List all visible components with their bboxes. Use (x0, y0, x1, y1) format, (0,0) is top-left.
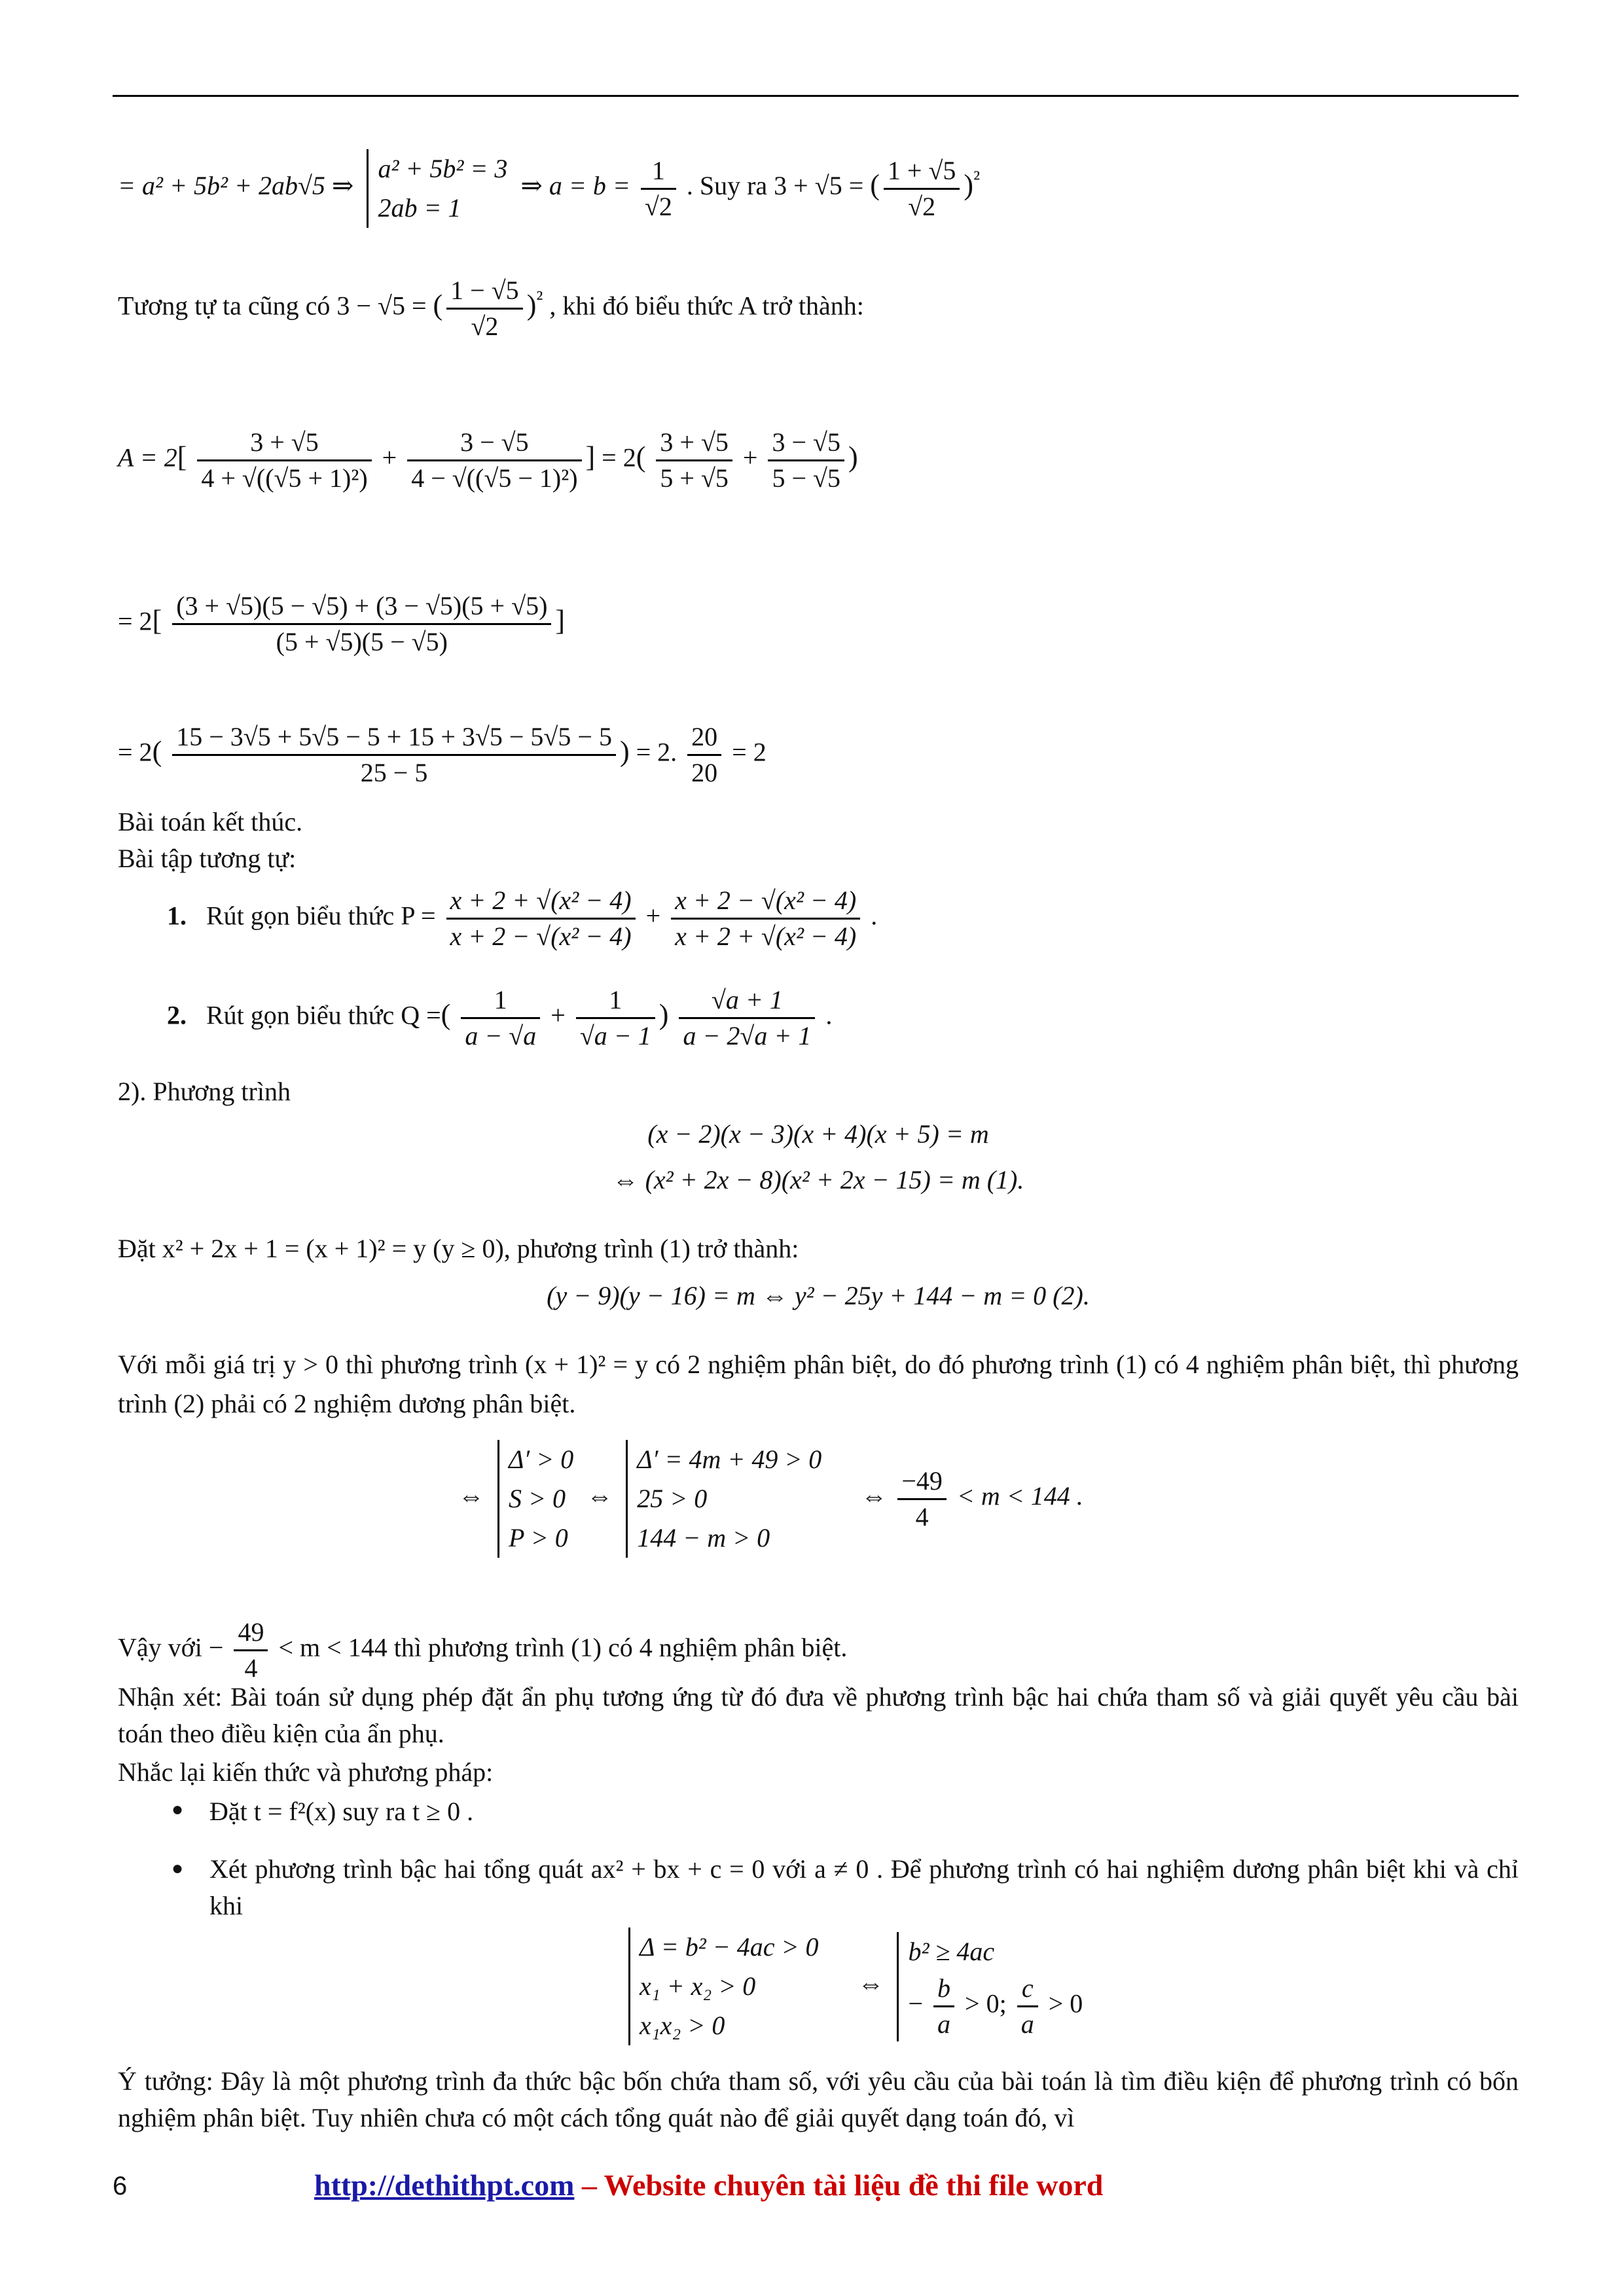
eq1-mid: ⇒ a = b = (520, 171, 630, 201)
fraction-c-a: $\frac{c}{a}$ (1017, 1971, 1038, 2041)
fraction-Q1: $\frac{1}{a - √a}$ (461, 983, 540, 1053)
bullet-2: Xét phương trình bậc hai tổng quát ax² + bx + c = 0 với a ≠ 0 . Để phương trình có hai nghiệm dương phân biệt khi và chỉ khi (209, 1854, 1519, 1920)
equation-A: A = 2[ $\frac{3 + √5}{\text{4 + √((√5 + 1)²)}}$ + $\frac{3 - √5}{\text{4 − √((√5 − 1)²)}}$ ] = 2( $\frac{3 + √5}{5 + √5}$ + $\frac{3 - √5}{5 - √5}$ ) (118, 425, 1519, 495)
fraction-square-plus: $\frac{1 + √5}{√2}$ (884, 154, 960, 224)
exercise-number: 1. (167, 901, 187, 931)
fraction-A2: $\frac{3 - √5}{\text{4 − √((√5 − 1)²)}}$ (407, 425, 581, 495)
exercise-number: 2. (167, 1000, 187, 1030)
fraction-b-a: $\frac{b}{a}$ (933, 1971, 954, 2041)
exercise-1: 1. Rút gọn biểu thức P = $\frac{\text{x + 2 + √(x² − 4)}}{\text{x + 2 − √(x² − 4)}}$ + $\frac{\text{x + 2 − √(x² − 4)}}{\text{x + 2 + √(x² − 4)}}$ . (167, 884, 1568, 954)
bullet-dot-icon: ● (171, 1799, 184, 1820)
equation-pt3: (y − 9)(y − 16) = m ⇔ y² − 25y + 144 − m = 0 (2). (547, 1281, 1090, 1310)
condition-system: ⇔ Δ′ > 0 S > 0 P > 0 ⇔ Δ′ = 4m + 49 > 0 25 > 0 144 − m > 0 ⇔ $\frac{-49}{4}$ < m < 144 . (458, 1440, 1375, 1558)
problem-end-text: Bài toán kết thúc. (118, 807, 303, 836)
fraction-P1: $\frac{\text{x + 2 + √(x² − 4)}}{\text{x + 2 − √(x² − 4)}}$ (446, 884, 636, 954)
fraction-square-minus: $\frac{1 - √5}{√2}$ (446, 274, 523, 344)
substitution-line: Đặt x² + 2x + 1 = (x + 1)² = y (y ≥ 0), phương trình (1) trở thành: (118, 1234, 799, 1263)
remark-paragraph: Nhận xét: Bài toán sử dụng phép đặt ẩn phụ tương ứng từ đó đưa về phương trình bậc hai chứa tham số và giải quyết yêu cầu bài toán theo điều kiện của ẩn phụ. (118, 1682, 1519, 1748)
section-2-heading: 2). Phương trình (118, 1077, 291, 1106)
eq1-post: . Suy ra 3 + √5 = (686, 171, 864, 201)
footer-banner (314, 2168, 1103, 2202)
eq2-post: , khi đó biểu thức A trở thành: (549, 291, 864, 321)
header-rule (113, 95, 1519, 97)
fraction-C: $\frac{15 - 3√5 + 5√5 - 5 + 15 + 3√5 - 5√5 - 5}{25 - 5}$ (172, 720, 616, 790)
system-delta-s-p: Δ′ > 0 S > 0 P > 0 (497, 1440, 573, 1558)
exercise-2: 2. Rút gọn biểu thức Q =( $\frac{1}{a - √a}$ + $\frac{1}{√a - 1}$ ) $\frac{√a + 1}{a - 2√a + 1}$ . (167, 983, 1568, 1053)
website-link[interactable]: http://dethithpt.com (314, 2168, 575, 2202)
system-ab-row: a² + 5b² = 3 (378, 154, 508, 183)
equation-pt1: (x − 2)(x − 3)(x + 4)(x + 5) = m (647, 1119, 989, 1149)
recall-heading: Nhắc lại kiến thức và phương pháp: (118, 1757, 494, 1787)
system-ab-row: 2ab = 1 (378, 193, 461, 223)
quadratic-condition: Δ = b² − 4ac > 0 x₁ + x₂ > 0 x₁x₂ > 0 ⇔ b² ≥ 4ac − $\frac{b}{a}$ > 0; $\frac{c}{a}$ > 0 (622, 1928, 1407, 2045)
eq1-lhs: = a² + 5b² + 2ab√5 ⇒ (118, 171, 354, 201)
similar-exercises-heading: Bài tập tương tự: (118, 844, 297, 873)
system-coefficients: b² ≥ 4ac − $\frac{b}{a}$ > 0; $\frac{c}{a}$ > 0 (897, 1932, 1083, 2041)
fraction-P2: $\frac{\text{x + 2 − √(x² − 4)}}{\text{x + 2 + √(x² − 4)}}$ (671, 884, 860, 954)
fraction-20-20: $\frac{20}{20}$ (687, 720, 721, 790)
equation-B: = 2[ $\frac{(3 + √5)(5 - √5) + (3 - √5)(5 + √5)}{(5 + √5)(5 - √5)}$ ] (118, 589, 1519, 659)
fraction-Q3: $\frac{√a + 1}{a - 2√a + 1}$ (679, 983, 815, 1053)
fraction-49-4: $\frac{49}{4}$ (234, 1615, 268, 1685)
footer-tagline: – Website chuyên tài liệu đề thi file word (574, 2168, 1104, 2202)
fraction-A4: $\frac{3 - √5}{5 - √5}$ (768, 425, 844, 495)
eq2-lhs: Tương tự ta cũng có 3 − √5 = (118, 291, 427, 321)
system-values: Δ′ = 4m + 49 > 0 25 > 0 144 − m > 0 (626, 1440, 821, 1558)
equation-line-1: = a² + 5b² + 2ab√5 ⇒ a² + 5b² = 3 2ab = 1 ⇒ a = b = $\frac{1}{√2}$ . Suy ra 3 + √5 = ( $\frac{1 + √5}{√2}$ )$^{^2}$ (118, 149, 1519, 228)
paragraph-with-each-value: Với mỗi giá trị y > 0 thì phương trình (x + 1)² = y có 2 nghiệm phân biệt, do đó phương trình (1) có 4 nghiệm phân biệt, thì phương trình (2) phải có 2 nghiệm dương phân biệt. (118, 1350, 1519, 1418)
equation-line-2: Tương tự ta cũng có 3 − √5 = ( $\frac{1 - √5}{√2}$ )$^{^2}$ , khi đó biểu thức A trở thành: (118, 274, 1519, 344)
fraction-1-sqrt2: $\frac{1}{√2}$ (641, 154, 676, 224)
fraction-minus-49-4: $\frac{-49}{4}$ (897, 1464, 947, 1534)
fraction-Q2: $\frac{1}{√a - 1}$ (576, 983, 655, 1053)
equation-pt2: ⇔ (x² + 2x − 8)(x² + 2x − 15) = m (1). (612, 1165, 1024, 1194)
fraction-A1: $\frac{3 + √5}{\text{4 + √((√5 + 1)²)}}$ (197, 425, 371, 495)
equation-C: = 2( $\frac{15 - 3√5 + 5√5 - 5 + 15 + 3√5 - 5√5 - 5}{25 - 5}$ ) = 2. $\frac{20}{20}$ = 2 (118, 720, 1519, 790)
bullet-dot-icon: ● (171, 1857, 184, 1879)
fraction-B: $\frac{(3 + √5)(5 - √5) + (3 - √5)(5 + √5)}{(5 + √5)(5 - √5)}$ (172, 589, 551, 659)
system-ab (367, 149, 507, 228)
conclusion-line: Vậy với − $\frac{49}{4}$ < m < 144 thì phương trình (1) có 4 nghiệm phân biệt. (118, 1615, 1519, 1685)
bullet-1: Đặt t = f²(x) suy ra t ≥ 0 . (209, 1797, 474, 1826)
fraction-A3: $\frac{3 + √5}{5 + √5}$ (656, 425, 732, 495)
idea-paragraph: Ý tưởng: Đây là một phương trình đa thức bậc bốn chứa tham số, với yêu cầu của bài toán là tìm điều kiện để phương trình có bốn nghiệm phân biệt. Tuy nhiên chưa có một cách tổng quát nào để giải quyết dạng toán đó, vì (118, 2066, 1519, 2132)
page-number: 6 (113, 2172, 128, 2200)
system-vieta: Δ = b² − 4ac > 0 x₁ + x₂ > 0 x₁x₂ > 0 (628, 1928, 818, 2045)
